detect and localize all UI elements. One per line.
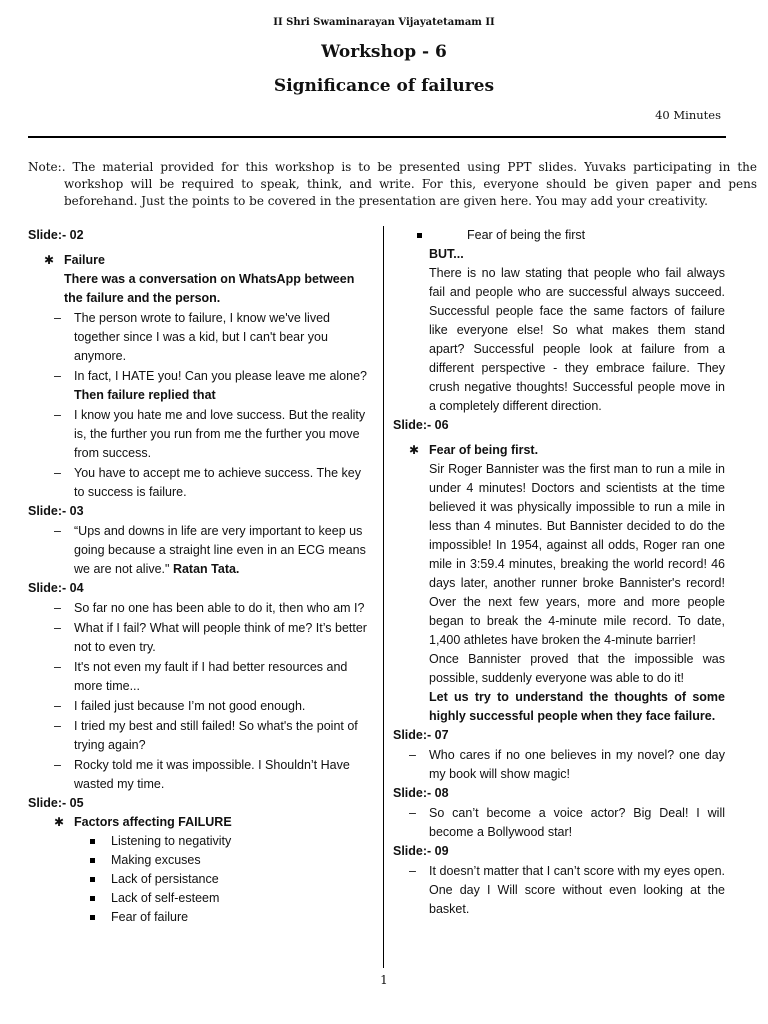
list-item — [28, 658, 373, 696]
list-item — [28, 406, 373, 463]
factor-item — [28, 870, 373, 889]
list-item-text: It doesn’t matter that I can’t score with my eyes open. One day I Will score without even looking at the basket. — [429, 864, 725, 916]
list-item-text: You have to accept me to achieve success. The key to success is failure. — [74, 466, 361, 499]
factor-item — [28, 851, 373, 870]
workshop-note: Note:. The material provided for this workshop is to be presented using PPT slides. Yuvaks participating in the workshop will be required to speak, think, and write. For this, everyone should be given paper and pens beforehand. Just the points to be covered in the presentation are given here. You may add your creativity. — [28, 160, 757, 208]
paragraph: Once Bannister proved that the impossible was possible, suddenly everyone was able to do it! — [429, 652, 725, 685]
factor-item — [28, 889, 373, 908]
list-item — [28, 367, 373, 386]
list-item — [393, 862, 725, 919]
list-item-text: What if I fail? What will people think of me? It’s better not to even try. — [74, 621, 367, 654]
left-column — [28, 226, 373, 927]
list-item-text: So can’t become a voice actor? Big Deal! I will become a Bollywood star! — [429, 806, 725, 839]
factor-item-text: Making excuses — [111, 853, 201, 867]
quote-item — [28, 522, 373, 579]
square-bullet-icon — [90, 839, 95, 844]
dash-bullet-icon: – — [54, 601, 61, 615]
slide-04-label: Slide:- 04 — [28, 581, 84, 595]
square-bullet-icon — [90, 896, 95, 901]
failure-reply-heading: Then failure replied that — [74, 388, 216, 402]
list-item — [28, 756, 373, 794]
list-item-text: I tried my best and still failed! So what's the point of trying again? — [74, 719, 358, 752]
square-bullet-icon — [90, 858, 95, 863]
quote-text: “Ups and downs in life are very important to keep us going because a straight line even in an ECG means we are not alive." — [74, 524, 366, 576]
dash-bullet-icon: – — [54, 719, 61, 733]
but-heading: BUT... — [429, 247, 464, 261]
factor-item — [28, 908, 373, 927]
dash-bullet-icon: – — [54, 369, 61, 383]
factor-item-text: Listening to negativity — [111, 834, 232, 848]
slide-05-label: Slide:- 05 — [28, 796, 84, 810]
page-title: Workshop - 6 — [321, 42, 447, 62]
factor-item-text: Fear of being the first — [467, 228, 586, 242]
star-bullet-icon: ✱ — [54, 815, 65, 829]
quote-author: Ratan Tata. — [172, 562, 240, 576]
dash-bullet-icon: – — [54, 660, 61, 674]
slide-08-label: Slide:- 08 — [393, 786, 449, 800]
failure-heading-text: Failure — [64, 253, 105, 267]
square-bullet-icon — [90, 915, 95, 920]
list-item — [28, 464, 373, 502]
factor-item — [393, 226, 725, 245]
dash-bullet-icon: – — [54, 408, 61, 422]
list-item — [28, 697, 373, 716]
list-item — [393, 804, 725, 842]
square-bullet-icon — [417, 233, 422, 238]
list-item-text: The person wrote to failure, I know we've lived together since I was a kid, but I can't bear you anymore. — [74, 311, 330, 363]
slide-07-label: Slide:- 07 — [393, 728, 449, 742]
list-item — [393, 746, 725, 784]
list-item — [28, 717, 373, 755]
dash-bullet-icon: – — [409, 864, 416, 878]
failure-heading — [28, 251, 373, 270]
dash-bullet-icon: – — [54, 524, 61, 538]
list-item — [28, 599, 373, 618]
dash-bullet-icon: – — [409, 748, 416, 762]
paragraph-bold: Let us try to understand the thoughts of some highly successful people when they face failure. — [429, 690, 725, 723]
list-item-text: Who cares if no one believes in my novel? one day my book will show magic! — [429, 748, 725, 781]
paragraph: There is no law stating that people who fail always fail and people who are successful always succeed. Successful people face the same factors of failure like everyone else! So what makes them stand apart? Successful people look at failure from a different perspective - they embrace failure. They crush negative thoughts! Successful people move in a completely different direction. — [429, 266, 725, 413]
dash-bullet-icon: – — [54, 758, 61, 772]
slide-03-label: Slide:- 03 — [28, 504, 84, 518]
list-item-text: I failed just because I’m not good enough. — [74, 699, 306, 713]
right-column — [393, 226, 725, 919]
fear-heading — [393, 441, 725, 460]
factors-heading-text: Factors affecting FAILURE — [74, 815, 232, 829]
square-bullet-icon — [90, 877, 95, 882]
star-bullet-icon: ✱ — [44, 253, 55, 267]
header-rule — [28, 136, 726, 138]
duration-label: 40 Minutes — [655, 108, 721, 122]
page-number: 1 — [380, 973, 388, 987]
paragraph: Sir Roger Bannister was the first man to run a mile in under 4 minutes! Doctors and scientists at the time believed it was physically impossible to run a mile in less than 4 minutes. But Bannister decided to do the impossible! In 1954, against all odds, Roger ran one mile in 3:59.4 minutes, breaking the world record! 46 days later, another runner broke Bannister's record! Over the next few years, more and more people began to break the 4-minute mile record. To date, 1,400 athletes have broken the 4-minute barrier! — [429, 462, 725, 647]
header-invocation: II Shri Swaminarayan Vijayatetamam II — [273, 17, 495, 28]
list-item-text: It's not even my fault if I had better resources and more time... — [74, 660, 348, 693]
list-item-text: Rocky told me it was impossible. I Shouldn’t Have wasted my time. — [74, 758, 350, 791]
page-subtitle: Significance of failures — [273, 76, 495, 96]
list-item — [28, 619, 373, 657]
whatsapp-intro: There was a conversation on WhatsApp between the failure and the person. — [64, 272, 355, 305]
slide-02-label: Slide:- 02 — [28, 228, 84, 242]
list-item — [28, 309, 373, 366]
dash-bullet-icon: – — [54, 699, 61, 713]
factor-item-text: Lack of persistance — [111, 872, 219, 886]
dash-bullet-icon: – — [54, 621, 61, 635]
dash-bullet-icon: – — [54, 311, 61, 325]
list-item-text: I know you hate me and love success. But the reality is, the further you run from me the further you move from success. — [74, 408, 366, 460]
dash-bullet-icon: – — [409, 806, 416, 820]
slide-09-label: Slide:- 09 — [393, 844, 449, 858]
fear-heading-text: Fear of being first. — [429, 443, 539, 457]
list-item-text: So far no one has been able to do it, then who am I? — [74, 601, 365, 615]
factors-heading — [28, 813, 373, 832]
list-item-text: In fact, I HATE you! Can you please leave me alone? — [74, 369, 367, 383]
factor-item — [28, 832, 373, 851]
star-bullet-icon: ✱ — [409, 443, 420, 457]
factor-item-text: Fear of failure — [111, 910, 189, 924]
column-divider — [383, 226, 384, 968]
factor-item-text: Lack of self-esteem — [111, 891, 220, 905]
slide-06-label: Slide:- 06 — [393, 418, 449, 432]
dash-bullet-icon: – — [54, 466, 61, 480]
